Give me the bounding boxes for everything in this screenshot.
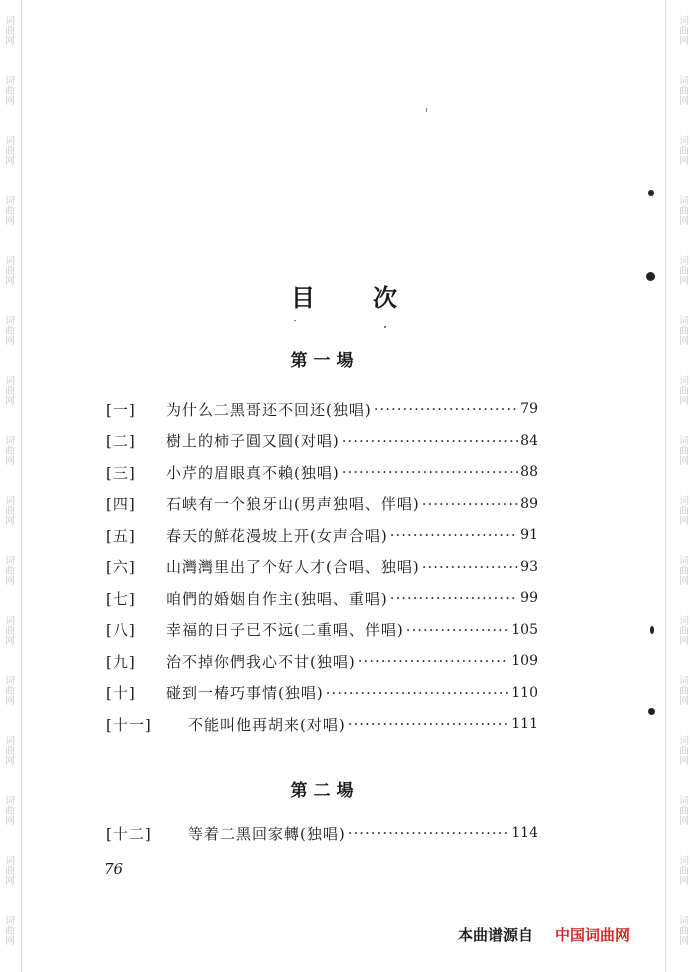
watermark-text: 词曲网 xyxy=(2,75,14,105)
toc-entry-page: 109 xyxy=(511,653,538,669)
toc-entry-page: 105 xyxy=(511,621,538,638)
toc-entry-number: [一] xyxy=(106,400,136,419)
toc-entry xyxy=(106,396,538,422)
title-char-2: 次 xyxy=(373,283,399,312)
toc-entry-number: [九] xyxy=(106,652,136,671)
toc-entry-number: [十一] xyxy=(106,715,152,734)
page-title xyxy=(0,278,690,313)
source-credit xyxy=(458,924,630,945)
toc-entry-page: 79 xyxy=(520,401,538,417)
toc-entry-page: 93 xyxy=(520,558,538,575)
right-watermark-strip xyxy=(674,0,690,972)
toc-entry-title: 不能叫他再胡来(对唱) xyxy=(188,715,346,734)
watermark-text: 词曲网 xyxy=(2,675,14,705)
toc-entry-title: 山灣灣里出了个好人才(合唱、独唱) xyxy=(166,558,420,576)
toc-dot-leader xyxy=(348,715,510,733)
watermark-text: 词曲网 xyxy=(676,915,688,945)
watermark-text: 词曲网 xyxy=(676,615,688,645)
toc-dot-leader xyxy=(358,652,510,670)
toc-dot-leader xyxy=(390,589,518,607)
toc-entry xyxy=(106,428,538,454)
toc-entry-number: [四] xyxy=(106,495,136,513)
watermark-text: 词曲网 xyxy=(2,735,14,765)
watermark-text: 词曲网 xyxy=(676,495,688,525)
toc-entry-number: [二] xyxy=(106,432,136,450)
toc-entry-title: 碰到一椿巧事情(独唱) xyxy=(166,684,324,702)
watermark-text: 词曲网 xyxy=(676,315,688,345)
left-watermark-strip xyxy=(0,0,16,972)
watermark-text: 词曲网 xyxy=(676,375,688,405)
toc-entry xyxy=(106,522,538,548)
watermark-text: 词曲网 xyxy=(2,795,14,825)
toc-entry xyxy=(106,617,538,643)
toc-entry-number: [七] xyxy=(106,589,136,608)
toc-entry-number: [十二] xyxy=(106,824,152,843)
toc-entry-page: 99 xyxy=(520,590,538,606)
scan-speck xyxy=(648,708,655,715)
toc-entry xyxy=(106,585,538,611)
watermark-text: 词曲网 xyxy=(676,735,688,765)
toc-entry xyxy=(106,648,538,674)
watermark-text: 词曲网 xyxy=(2,315,14,345)
toc-entry xyxy=(106,711,538,737)
watermark-text: 词曲网 xyxy=(676,75,688,105)
scan-speck xyxy=(384,326,386,328)
toc-entry-number: [六] xyxy=(106,558,136,576)
scan-speck xyxy=(650,626,654,634)
toc-entry-title: 春天的鮮花漫坡上开(女声合唱) xyxy=(166,526,388,545)
toc-entry-title: 幸福的日子已不远(二重唱、伴唱) xyxy=(166,621,404,639)
scan-speck xyxy=(426,108,427,112)
toc-entry-page: 110 xyxy=(511,684,538,701)
toc-dot-leader xyxy=(406,621,510,639)
watermark-text: 词曲网 xyxy=(2,915,14,945)
watermark-text: 词曲网 xyxy=(2,855,14,885)
scan-speck xyxy=(648,190,654,196)
toc-entry xyxy=(106,680,538,706)
watermark-text: 词曲网 xyxy=(676,855,688,885)
toc-entry-page: 111 xyxy=(511,716,538,732)
watermark-text: 词曲网 xyxy=(2,435,14,465)
toc-dot-leader xyxy=(326,684,510,702)
watermark-text: 词曲网 xyxy=(2,495,14,525)
toc-entry-page: 91 xyxy=(520,527,538,543)
toc-entry-number: [八] xyxy=(106,621,136,639)
right-page-edge xyxy=(665,0,666,972)
watermark-text: 词曲网 xyxy=(676,195,688,225)
watermark-text: 词曲网 xyxy=(676,555,688,585)
toc-dot-leader xyxy=(390,526,518,544)
toc-entry-title: 小芹的眉眼真不賴(独唱) xyxy=(166,463,340,482)
watermark-text: 词曲网 xyxy=(676,675,688,705)
toc-entry-page: 89 xyxy=(520,495,538,512)
toc-dot-leader xyxy=(348,824,510,842)
toc-entry-title: 石峡有一个狼牙山(男声独唱、伴唱) xyxy=(166,495,420,513)
watermark-text: 词曲网 xyxy=(2,255,14,285)
watermark-text: 词曲网 xyxy=(676,15,688,45)
toc-entry-title: 咱們的婚姻自作主(独唱、重唱) xyxy=(166,589,388,608)
watermark-text: 词曲网 xyxy=(676,255,688,285)
watermark-text: 词曲网 xyxy=(2,375,14,405)
watermark-text: 词曲网 xyxy=(2,615,14,645)
toc-dot-leader xyxy=(422,558,518,576)
toc-entry-title: 等着二黑回家轉(独唱) xyxy=(188,824,346,843)
title-char-1: 目 xyxy=(291,283,317,312)
toc-dot-leader xyxy=(422,495,518,513)
toc-entry-number: [十] xyxy=(106,684,136,702)
watermark-text: 词曲网 xyxy=(676,435,688,465)
toc-entry-title: 樹上的柿子圓又圓(对唱) xyxy=(166,432,340,450)
watermark-text: 词曲网 xyxy=(2,135,14,165)
toc-entry-title: 治不掉你們我心不甘(独唱) xyxy=(166,652,356,671)
toc-entry-number: [五] xyxy=(106,526,136,545)
scan-speck xyxy=(294,320,296,321)
toc-entry-title: 为什么二黑哥还不回还(独唱) xyxy=(166,400,372,419)
toc-entry-page: 84 xyxy=(520,432,538,449)
toc-dot-leader xyxy=(374,400,518,418)
toc-entry xyxy=(106,554,538,580)
toc-entry xyxy=(106,491,538,517)
section-heading-act-2: 第二場 xyxy=(290,781,360,801)
source-site-name: 中国词曲网 xyxy=(555,926,631,944)
toc-entry-number: [三] xyxy=(106,463,136,482)
scan-speck xyxy=(646,272,655,281)
watermark-text: 词曲网 xyxy=(2,15,14,45)
toc-entry-page: 88 xyxy=(520,464,538,480)
toc-entry xyxy=(106,459,538,485)
source-prefix: 本曲谱源自 xyxy=(458,926,534,944)
watermark-text: 词曲网 xyxy=(676,135,688,165)
watermark-text: 词曲网 xyxy=(2,555,14,585)
section-heading-act-1: 第一場 xyxy=(290,351,360,371)
watermark-text: 词曲网 xyxy=(676,795,688,825)
toc-dot-leader xyxy=(342,432,518,450)
toc-entry-page: 114 xyxy=(511,825,538,841)
watermark-text: 词曲网 xyxy=(2,195,14,225)
toc-dot-leader xyxy=(342,463,518,481)
page-number: 76 xyxy=(104,860,124,878)
toc-entry xyxy=(106,820,538,846)
left-page-edge xyxy=(21,0,22,972)
